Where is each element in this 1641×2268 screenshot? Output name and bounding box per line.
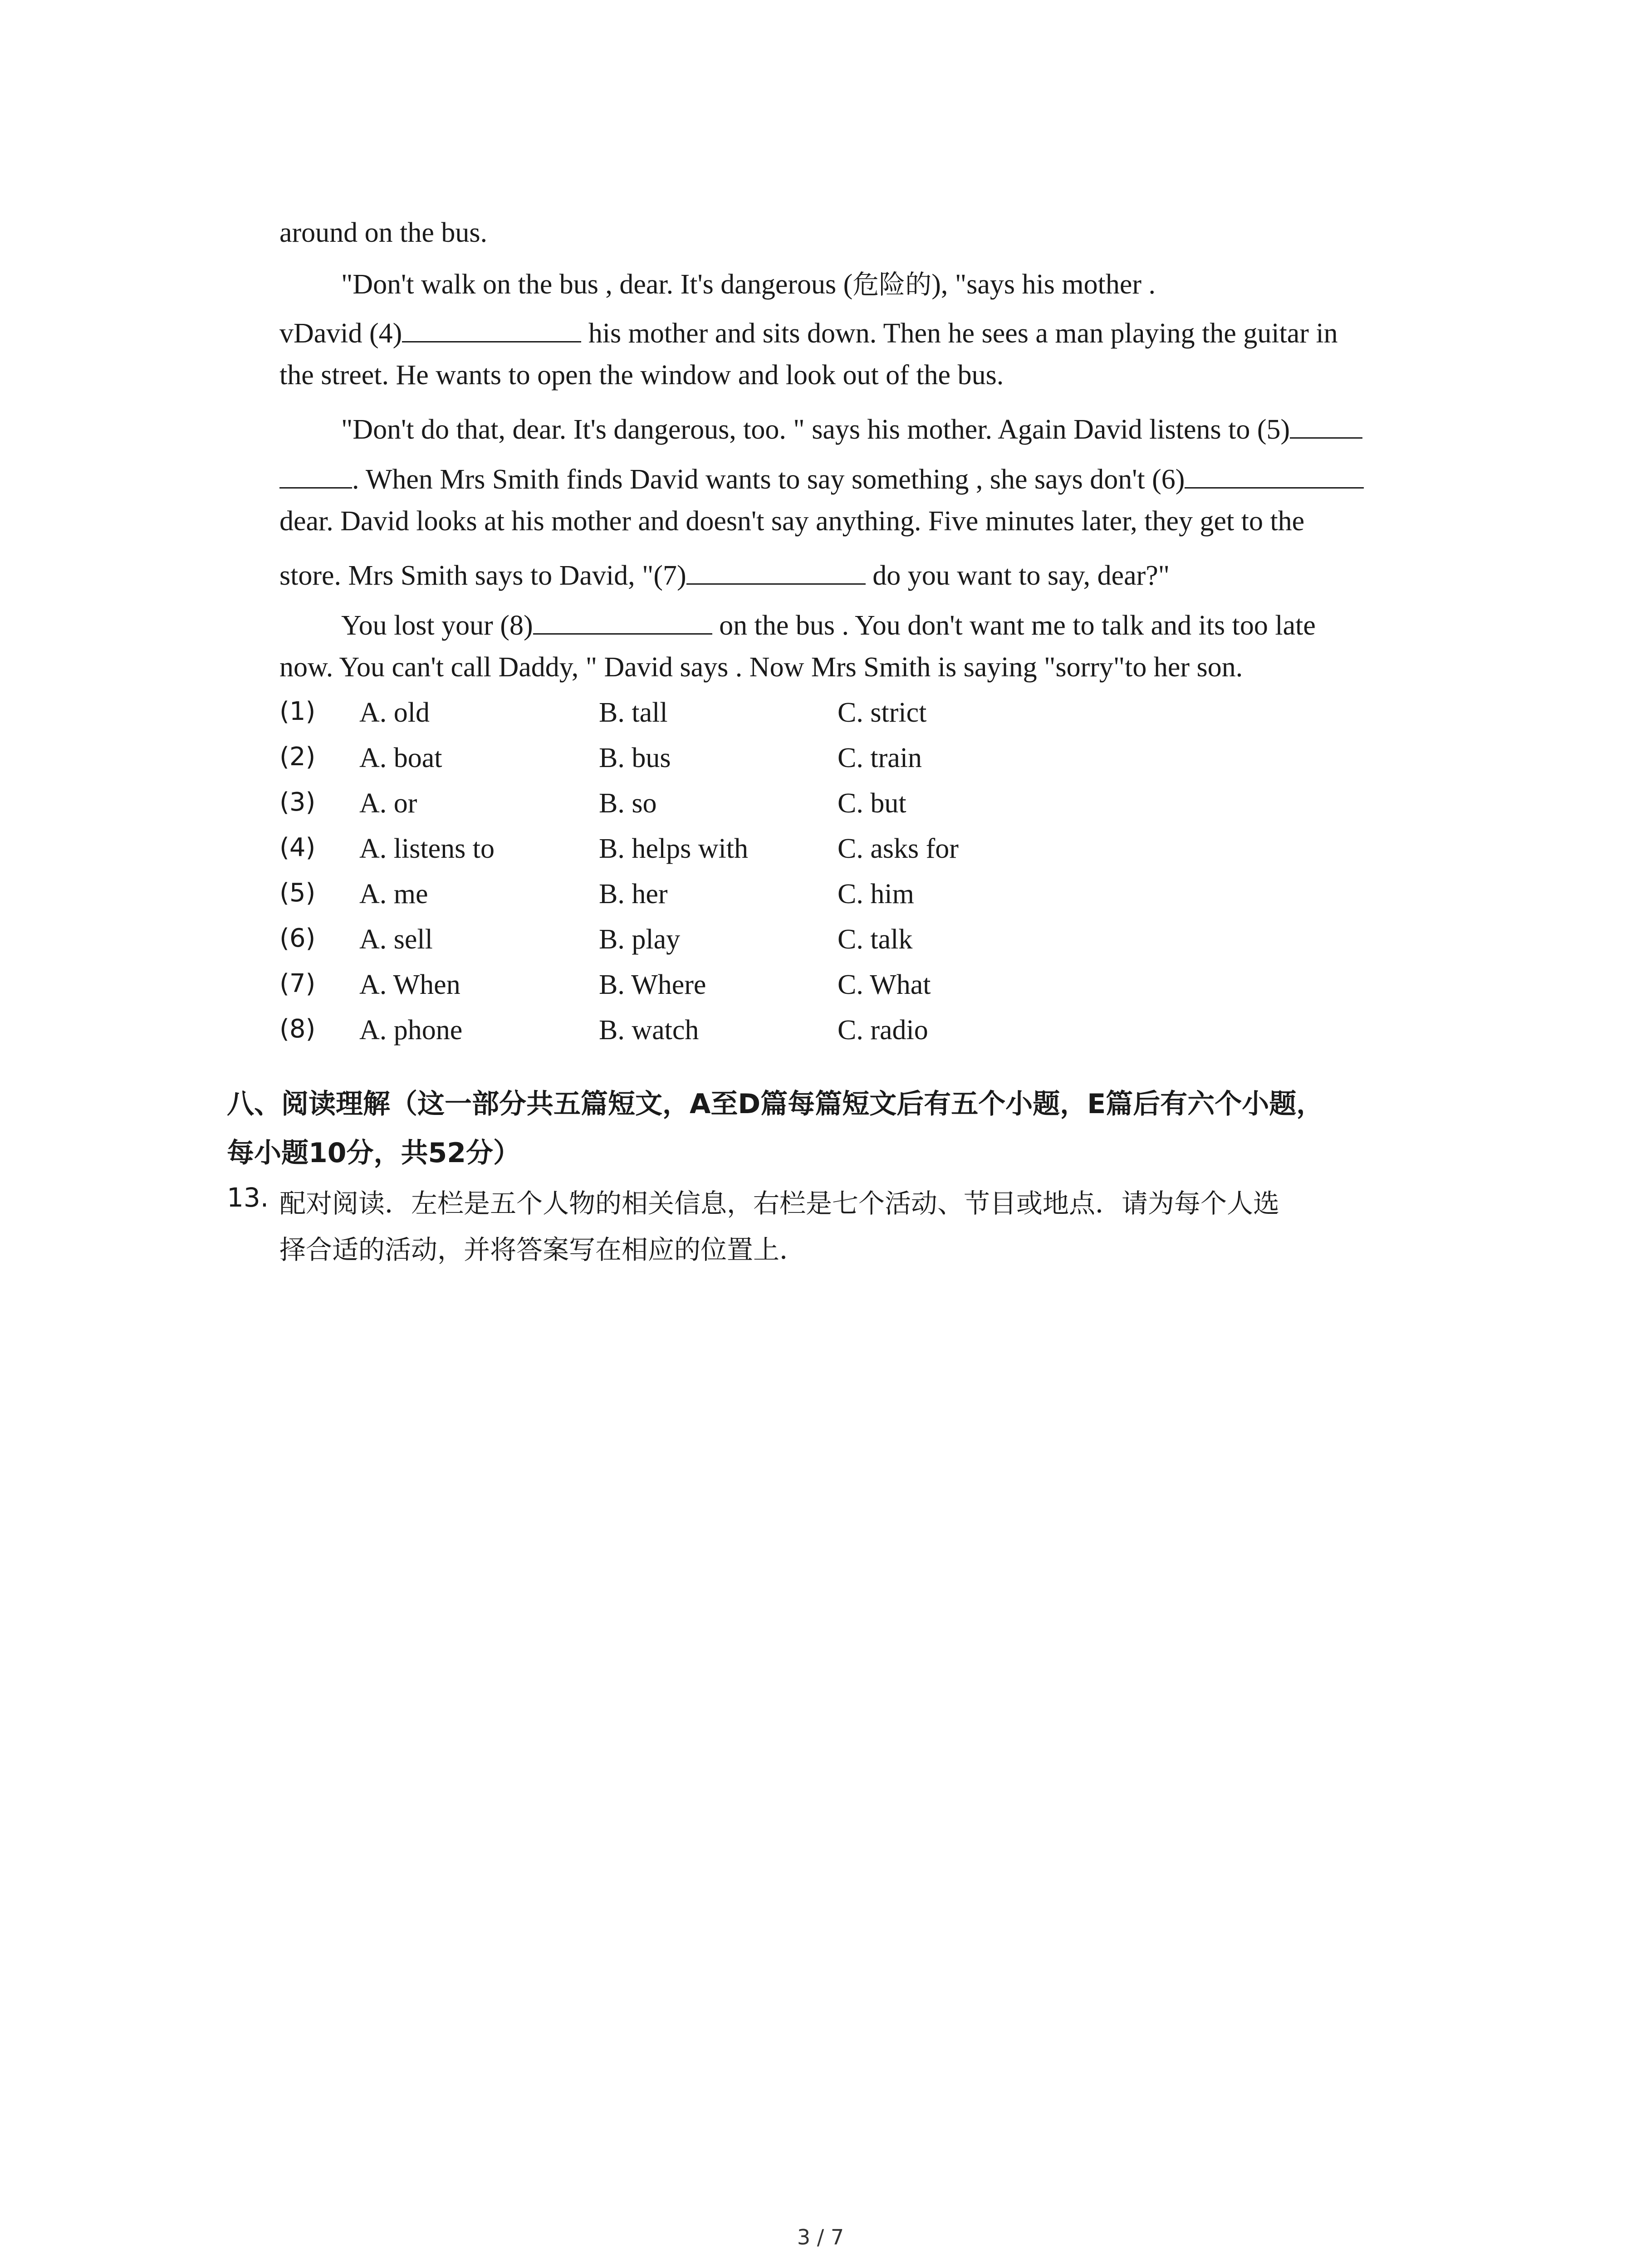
option-b[interactable]: B. so (599, 788, 657, 819)
section-heading: 八、阅读理解（这一部分共五篇短文，A至D篇每篇短文后有五个小题，E篇后有六个小题， (227, 1088, 1324, 1120)
passage-line (341, 409, 1362, 446)
option-a[interactable]: A. boat (359, 743, 442, 773)
option-b[interactable]: B. play (599, 924, 681, 955)
option-a[interactable]: A. old (359, 697, 430, 728)
option-b[interactable]: B. her (599, 879, 668, 909)
answer-blank-7[interactable] (686, 555, 866, 585)
passage-text: "Don't do that, dear. It's dangerous, too. " says his mother. Again David listens to (5) (341, 414, 1290, 445)
option-number: (1) (279, 697, 316, 726)
option-b[interactable]: B. tall (599, 697, 668, 728)
option-number: (4) (279, 833, 316, 862)
passage-text: vDavid (4) (279, 318, 402, 349)
passage-text: now. You can't call Daddy, " David says . Now Mrs Smith is saying "sorry"to her son. (279, 652, 1243, 683)
passage-line (341, 263, 1156, 301)
option-a[interactable]: A. When (359, 969, 460, 1000)
option-c[interactable]: C. radio (838, 1015, 928, 1046)
option-number: (3) (279, 787, 316, 817)
passage-line (279, 313, 1338, 350)
option-number: (5) (279, 878, 316, 908)
question-text: 配对阅读．左栏是五个人物的相关信息，右栏是七个活动、节目或地点．请为每个人选 (279, 1188, 1280, 1219)
passage-line (341, 605, 1316, 642)
passage-text: . When Mrs Smith finds David wants to say something , she says don't (6) (352, 464, 1185, 495)
passage-text: his mother and sits down. Then he sees a man playing the guitar in (581, 318, 1338, 349)
option-number: (2) (279, 742, 316, 772)
answer-blank-4[interactable] (402, 313, 581, 342)
option-a[interactable]: A. or (359, 788, 417, 819)
option-b[interactable]: B. Where (599, 969, 706, 1000)
option-number: (6) (279, 924, 316, 953)
passage-text: ), "says his mother . (931, 269, 1156, 300)
option-c[interactable]: C. asks for (838, 833, 959, 864)
page-number: 3 / 7 (797, 2225, 844, 2249)
answer-blank-6[interactable] (1185, 459, 1364, 489)
passage-text: do you want to say, dear?" (865, 560, 1170, 591)
passage-line (279, 217, 487, 249)
option-c[interactable]: C. but (838, 788, 906, 819)
answer-blank-5-cont[interactable] (279, 459, 352, 489)
passage-text: store. Mrs Smith says to David, "(7) (279, 560, 686, 591)
passage-gloss: 危险的 (852, 269, 932, 300)
passage-line (279, 505, 1304, 538)
option-b[interactable]: B. bus (599, 743, 671, 773)
option-number: (7) (279, 969, 316, 998)
option-c[interactable]: C. talk (838, 924, 913, 955)
option-c[interactable]: C. What (838, 969, 931, 1000)
question-number: 13. (227, 1182, 269, 1213)
option-a[interactable]: A. phone (359, 1015, 463, 1046)
section-heading-cont: 每小题10分，共52分） (227, 1137, 520, 1169)
option-b[interactable]: B. watch (599, 1015, 699, 1046)
option-a[interactable]: A. me (359, 879, 428, 909)
option-c[interactable]: C. him (838, 879, 914, 909)
passage-text: around on the bus. (279, 217, 488, 248)
passage-text: "Don't walk on the bus , dear. It's dangerous ( (341, 269, 853, 300)
option-c[interactable]: C. strict (838, 697, 927, 728)
option-c[interactable]: C. train (838, 743, 922, 773)
passage-line (279, 555, 1170, 592)
passage-line (279, 359, 1004, 391)
option-a[interactable]: A. sell (359, 924, 433, 955)
question-text-cont: 择合适的活动，并将答案写在相应的位置上． (279, 1234, 806, 1265)
option-a[interactable]: A. listens to (359, 833, 495, 864)
passage-text: dear. David looks at his mother and doesn't say anything. Five minutes later, they get to the (279, 506, 1305, 537)
answer-blank-5[interactable] (1290, 409, 1362, 439)
passage-text: on the bus . You don't want me to talk and its too late (712, 610, 1316, 641)
option-number: (8) (279, 1014, 316, 1044)
option-b[interactable]: B. helps with (599, 833, 748, 864)
passage-line (279, 651, 1243, 684)
passage-text: the street. He wants to open the window and look out of the bus. (279, 360, 1004, 391)
passage-line (279, 459, 1364, 496)
passage-text: You lost your (8) (341, 610, 533, 641)
answer-blank-8[interactable] (533, 605, 712, 635)
